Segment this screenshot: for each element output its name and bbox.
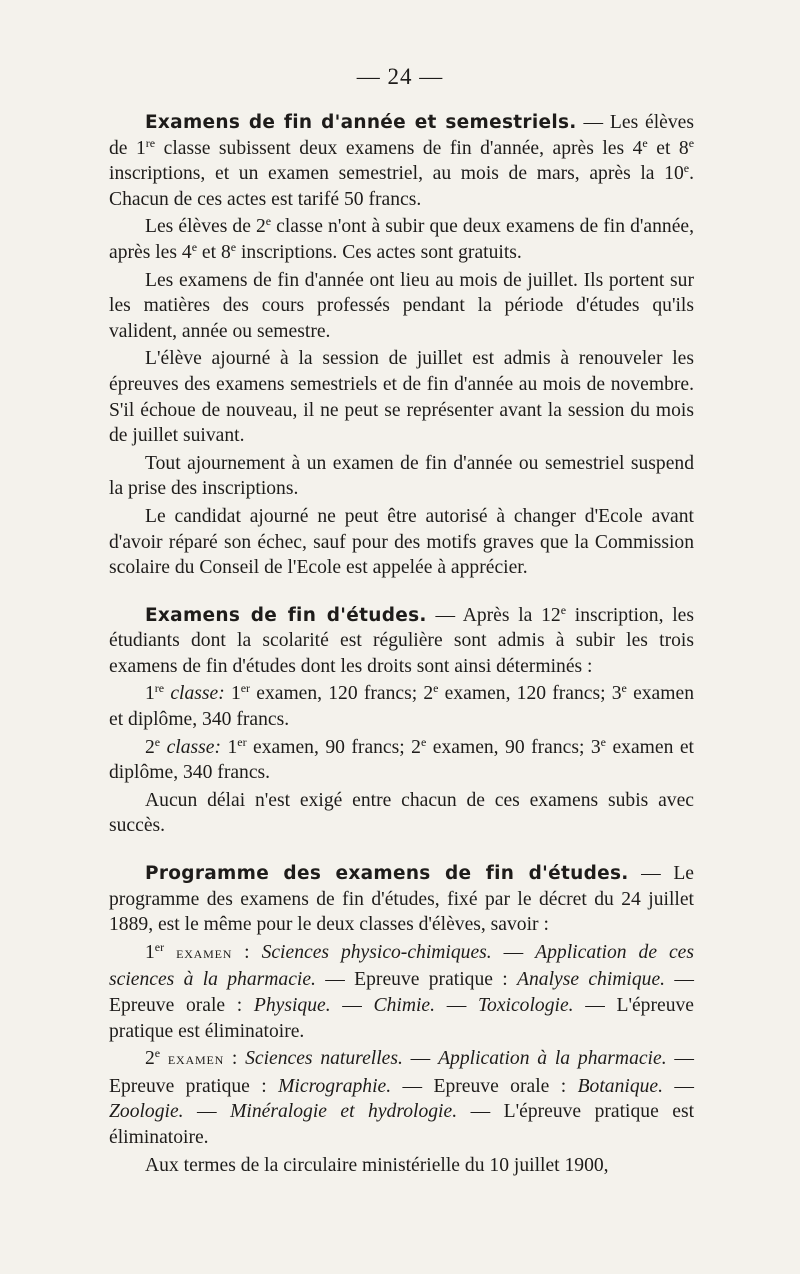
annee-heading: Examens de fin d'année et semestriels.: [145, 112, 577, 133]
etudes-paragraph-4: Aucun délai n'est exigé entre chacun de ces examens subis avec succès.: [109, 789, 694, 837]
annee-paragraph-4: L'élève ajourné à la session de juillet est admis à renouveler les épreuves des examens semestriels et de fin d'année au mois de novembre. S'il échoue de nouveau, il ne peut se représenter avant la session du mois de juillet suivant.: [109, 348, 694, 447]
programme-paragraph-4: Aux termes de la circulaire ministérielle du 10 juillet 1900,: [145, 1154, 609, 1176]
annee-paragraph-2: Les élèves de 2e classe n'ont à subir que deux examens de fin d'année, après les 4e et 8e inscriptions. Ces actes sont gratuits.: [109, 214, 694, 263]
programme-paragraph-1: Programme des examens de fin d'études. — Le programme des examens de fin d'études, fixé par le décret du 24 juillet 1889, est le même pour le deux classes d'élèves, savoir :: [109, 863, 694, 936]
etudes-heading: Examens de fin d'études.: [145, 604, 427, 626]
etudes-fees-class-1: 1re classe: 1er examen, 120 francs; 2e examen, 120 francs; 3e examen et diplôme, 340 francs.: [109, 681, 694, 731]
annee-paragraph-5: Tout ajournement à un examen de fin d'année ou semestriel suspend la prise des inscriptions.: [109, 452, 694, 500]
programme-heading: Programme des examens de fin d'études.: [145, 863, 629, 885]
page-body: [109, 110, 694, 1178]
programme-exam-1: 1er EXAMEN : Sciences physico-chimiques. — Application de ces sciences à la pharmacie. — Epreuve pratique : Analyse chimique. — Epreuve orale : Physique. — Chimie. — Toxicologie. — L'épreuve pratique est éliminatoire.: [109, 939, 694, 1042]
etudes-fees-class-2: 2e classe: 1er examen, 90 francs; 2e examen, 90 francs; 3e examen et diplôme, 340 francs.: [109, 734, 694, 784]
annee-paragraph-1: Examens de fin d'année et semestriels. — Les élèves de 1re classe subissent deux examens de fin d'année, après les 4e et 8e inscriptions, et un examen semestriel, au mois de mars, après la 10e. Chacun de ces actes est tarifé 50 francs.: [109, 112, 695, 210]
annee-paragraph-3: Les examens de fin d'année ont lieu au mois de juillet. Ils portent sur les matières des cours professés pendant la période d'études qu'ils valident, année ou semestre.: [109, 269, 694, 342]
programme-exam-2: 2e EXAMEN : Sciences naturelles. — Application à la pharmacie. — Epreuve pratique : Micrographie. — Epreuve orale : Botanique. — Zoologie. — Minéralogie et hydrologie. — L'épreuve pratique est éliminatoire.: [109, 1046, 695, 1148]
page-number: — 24 —: [356, 64, 444, 89]
etudes-paragraph-1: Examens de fin d'études. — Après la 12e inscription, les étudiants dont la scolarité est régulière sont admis à subir les trois examens de fin d'études dont les droits sont ainsi déterminés :: [109, 602, 694, 677]
annee-paragraph-6: Le candidat ajourné ne peut être autorisé à changer d'Ecole avant d'avoir réparé son échec, sauf pour des motifs graves que la Commission scolaire du Conseil de l'Ecole est appelée à apprécier.: [109, 505, 694, 579]
